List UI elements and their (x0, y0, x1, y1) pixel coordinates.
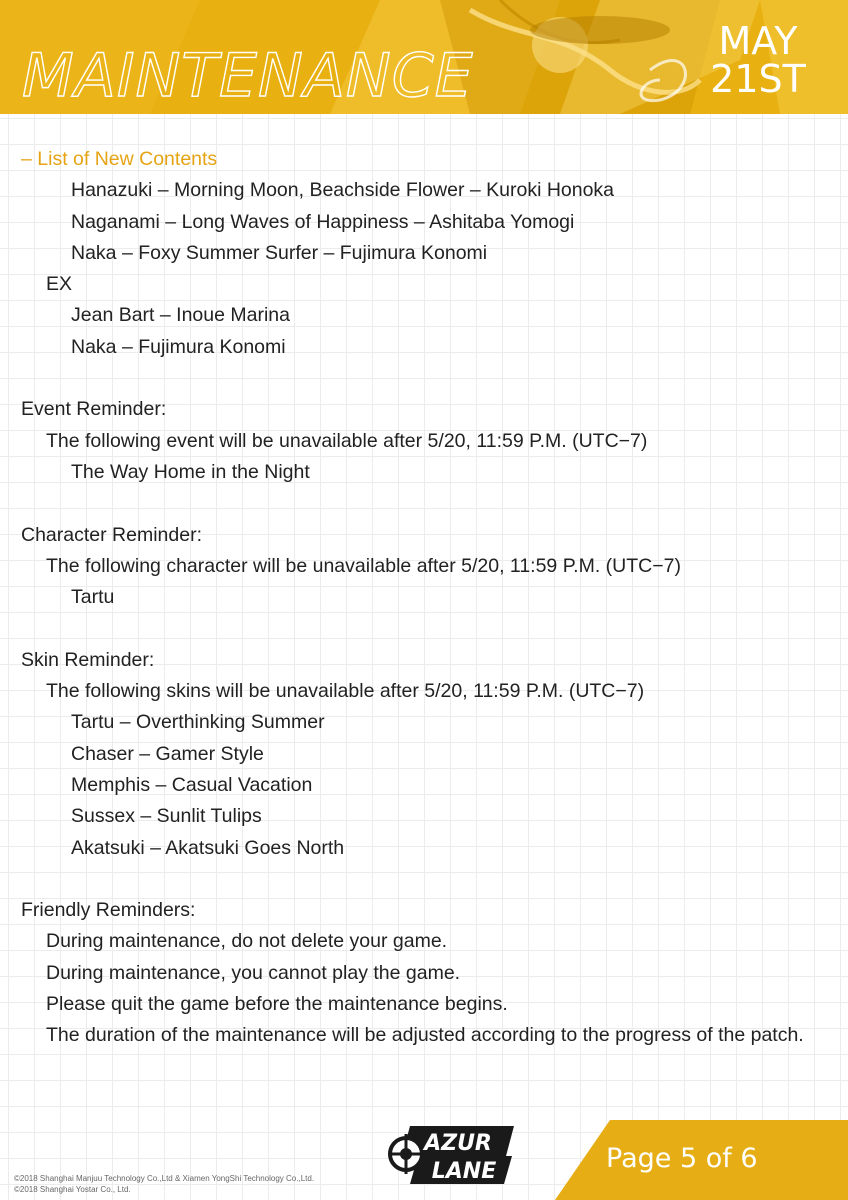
list-item: Akatsuki – Akatsuki Goes North (71, 836, 345, 859)
list-item: Tartu – Overthinking Summer (71, 711, 325, 734)
maintenance-date (698, 19, 818, 101)
list-item: Sussex – Sunlit Tulips (71, 805, 262, 828)
svg-text:LANE: LANE (431, 1159, 497, 1184)
skin-reminder-title: Skin Reminder: (21, 648, 155, 671)
list-item: Naganami – Long Waves of Happiness – Ashitaba Yomogi (71, 210, 575, 233)
list-item: During maintenance, do not delete your game. (46, 930, 448, 953)
character-reminder-title: Character Reminder: (21, 523, 202, 546)
friendly-reminders-title: Friendly Reminders: (21, 899, 196, 922)
copyright-line: ©2018 Shanghai Yostar Co., Ltd. (14, 1185, 131, 1194)
svg-text:AZUR: AZUR (424, 1131, 492, 1156)
list-item: Please quit the game before the maintenance begins. (46, 993, 508, 1016)
list-item: The Way Home in the Night (71, 460, 310, 483)
list-item: Hanazuki – Morning Moon, Beachside Flower – Kuroki Honoka (71, 179, 615, 202)
skin-reminder-note: The following skins will be unavailable after 5/20, 11:59 P.M. (UTC−7) (46, 680, 645, 703)
copyright-line: ©2018 Shanghai Manjuu Technology Co.,Ltd & Xiamen YongShi Technology Co.,Ltd. (14, 1174, 315, 1183)
list-item: Naka – Fujimura Konomi (71, 335, 286, 358)
list-item: During maintenance, you cannot play the game. (46, 961, 461, 984)
list-item: Jean Bart – Inoue Marina (71, 304, 290, 327)
list-item: Chaser – Gamer Style (71, 742, 264, 765)
date-day: 21ST (710, 57, 806, 101)
list-item: The duration of the maintenance will be adjusted according to the progress of the patch. (46, 1024, 804, 1047)
event-reminder-note: The following event will be unavailable after 5/20, 11:59 P.M. (UTC−7) (46, 429, 648, 452)
list-item: Tartu (71, 586, 115, 609)
copyright (14, 1173, 314, 1195)
page-indicator: Page 5 of 6 (606, 1143, 758, 1174)
list-item: Naka – Foxy Summer Surfer – Fujimura Konomi (71, 241, 488, 264)
ex-label: EX (46, 273, 73, 296)
page-title: MAINTENANCE (22, 41, 474, 111)
character-reminder-note: The following character will be unavailable after 5/20, 11:59 P.M. (UTC−7) (46, 554, 681, 577)
notice-body (21, 144, 821, 1052)
date-month: MAY (718, 19, 798, 63)
header-banner (0, 0, 848, 114)
list-item: Memphis – Casual Vacation (71, 773, 313, 796)
azur-lane-logo (388, 1118, 520, 1188)
new-contents-heading: – List of New Contents (21, 148, 218, 170)
event-reminder-title: Event Reminder: (21, 398, 167, 421)
